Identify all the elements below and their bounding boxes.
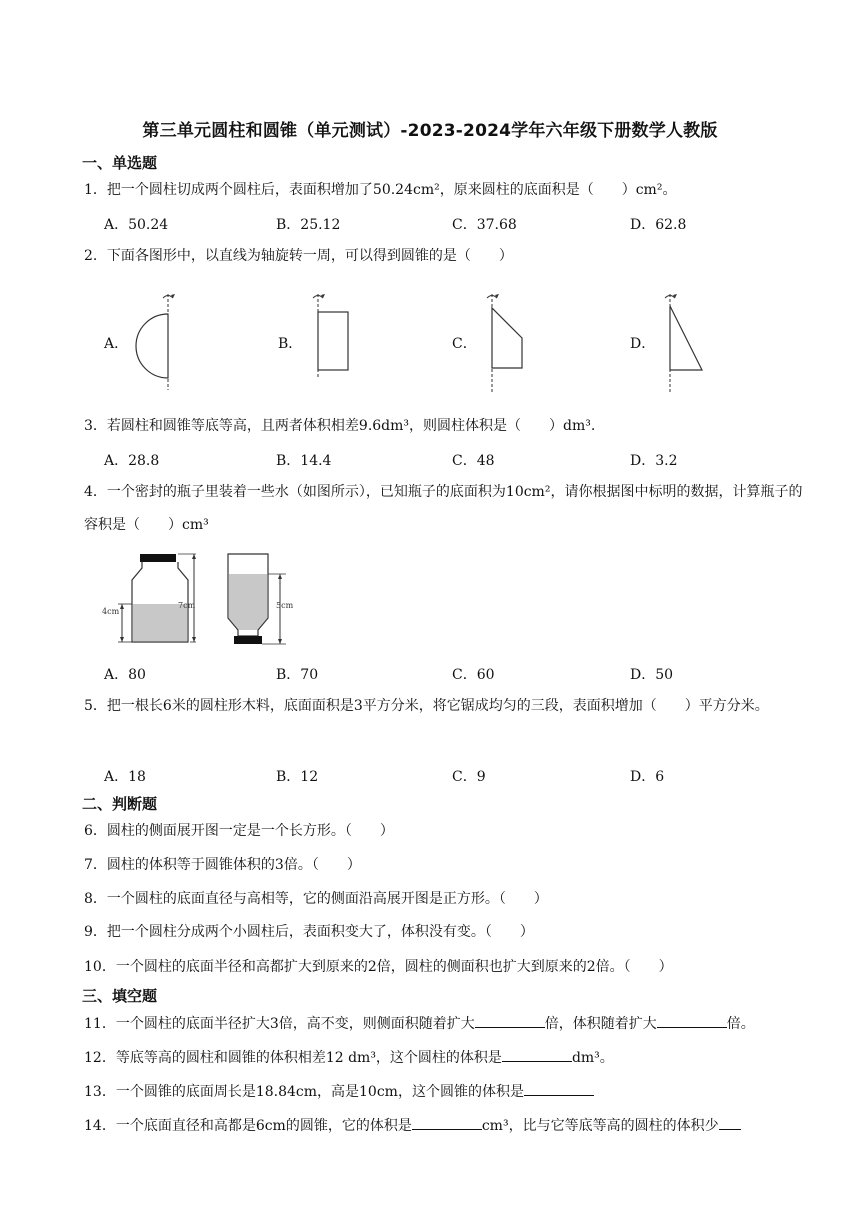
water-height-label: 4cm: [102, 607, 120, 616]
question-14: 14．一个底面直径和高都是6cm的圆锥，它的体积是 cm³，比与它等底等高的圆柱的体积少: [84, 1115, 741, 1136]
answer-blank[interactable]: [719, 1115, 741, 1130]
bottle-diagram: [100, 552, 300, 652]
option-d[interactable]: D．62.8: [630, 217, 687, 233]
option-a[interactable]: A．80: [104, 667, 146, 683]
question-5: 5．把一根长6米的圆柱形木料，底面面积是3平方分米，将它锯成均匀的三段，表面积增加（ ）平方分米。: [84, 698, 769, 714]
page-title: 第三单元圆柱和圆锥（单元测试）-2023-2024学年六年级下册数学人教版: [142, 121, 718, 141]
question-1-options: [104, 214, 764, 234]
option-d[interactable]: D．3.2: [630, 453, 678, 469]
answer-blank[interactable]: [412, 1115, 482, 1130]
question-9: 9．把一个圆柱分成两个小圆柱后，表面积变大了，体积没有变。（ ）: [84, 924, 534, 940]
question-12: 12．等底等高的圆柱和圆锥的体积相差12 dm³，这个圆柱的体积是 dm³。: [84, 1047, 614, 1068]
question-4-options: [104, 664, 764, 684]
question-3-options: [104, 450, 764, 470]
option-b[interactable]: B．70: [276, 667, 319, 683]
question-3: 3．若圆柱和圆锥等底等高，且两者体积相差9.6dm³，则圆柱体积是（ ）dm³.: [84, 418, 596, 434]
option-b-label[interactable]: B．: [278, 336, 303, 352]
answer-blank[interactable]: [502, 1047, 572, 1062]
answer-blank[interactable]: [475, 1013, 545, 1028]
question-10: 10．一个圆柱的底面半径和高都扩大到原来的2倍，圆柱的侧面积也扩大到原来的2倍。（ ）: [84, 959, 673, 975]
question-13: 13．一个圆锥的底面周长是18.84cm，高是10cm，这个圆锥的体积是: [84, 1081, 594, 1102]
question-2: 2．下面各图形中，以直线为轴旋转一周，可以得到圆锥的是（ ）: [84, 248, 513, 264]
question-1: 1．把一个圆柱切成两个圆柱后，表面积增加了50.24cm²，原来圆柱的底面积是（ ）cm²。: [84, 182, 677, 198]
trapezoid-figure: [476, 288, 536, 393]
option-c[interactable]: C．9: [452, 769, 486, 785]
question-6: 6．圆柱的侧面展开图一定是一个长方形。（ ）: [84, 823, 394, 839]
question-7: 7．圆柱的体积等于圆锥体积的3倍。（ ）: [84, 857, 361, 873]
option-a[interactable]: A．28.8: [104, 453, 160, 469]
option-c-label[interactable]: C．: [452, 336, 477, 352]
option-a[interactable]: A．50.24: [104, 217, 169, 233]
option-d-label[interactable]: D．: [630, 336, 656, 352]
rectangle-figure: [300, 288, 360, 393]
question-5-options: [104, 766, 764, 786]
option-a[interactable]: A．18: [104, 769, 146, 785]
section-heading-single-choice: 一、单选题: [82, 154, 158, 172]
section-heading-true-false: 二、判断题: [82, 795, 158, 813]
question-11: 11．一个圆柱的底面半径扩大3倍，高不变，则侧面积随着扩大 倍，体积随着扩大 倍。: [84, 1013, 755, 1034]
right-triangle-figure: [654, 288, 714, 393]
option-c[interactable]: C．48: [452, 453, 495, 469]
semicircle-figure: [130, 288, 190, 393]
option-d[interactable]: D．6: [630, 769, 665, 785]
option-b[interactable]: B．14.4: [276, 453, 332, 469]
option-b[interactable]: B．25.12: [276, 217, 341, 233]
air-height-label: 5cm: [276, 601, 294, 610]
answer-blank[interactable]: [524, 1081, 594, 1096]
section-heading-fill-blank: 三、填空题: [82, 987, 158, 1005]
option-d[interactable]: D．50: [630, 667, 674, 683]
option-a-label[interactable]: A．: [104, 336, 129, 352]
option-c[interactable]: C．60: [452, 667, 495, 683]
answer-blank[interactable]: [657, 1013, 727, 1028]
question-4: 4．一个密封的瓶子里装着一些水（如图所示），已知瓶子的底面积为10cm²，请你根据图中标明的数据，计算瓶子的容积是（ ）cm³: [84, 484, 803, 533]
option-c[interactable]: C．37.68: [452, 217, 517, 233]
bottle-height-label: 7cm: [178, 601, 196, 610]
question-8: 8．一个圆柱的底面直径与高相等，它的侧面沿高展开图是正方形。（ ）: [84, 891, 548, 907]
option-b[interactable]: B．12: [276, 769, 319, 785]
